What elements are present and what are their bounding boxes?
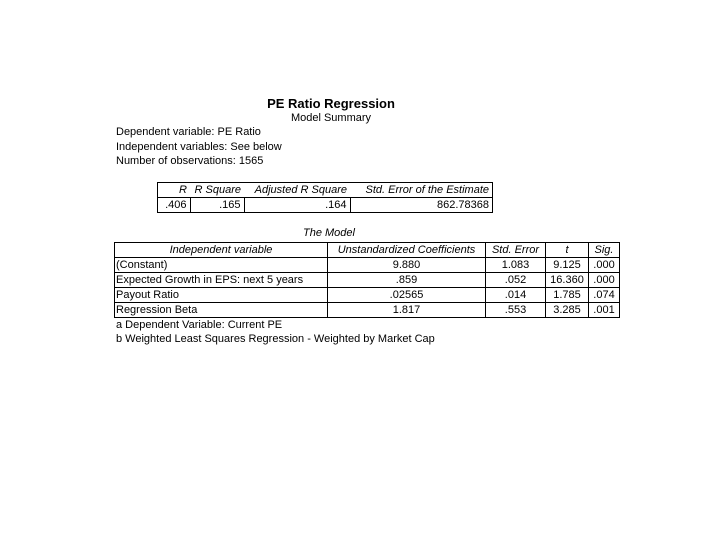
- page-title: PE Ratio Regression: [267, 96, 395, 111]
- table-row: [115, 258, 620, 273]
- page-subtitle: Model Summary: [290, 112, 372, 124]
- model-header-row: [115, 243, 620, 258]
- sig-value: .000: [589, 258, 620, 273]
- model-header-t: t: [546, 243, 589, 258]
- observations-text: Number of observations: 1565: [116, 155, 264, 167]
- summary-value-adj-r-square: .164: [244, 198, 350, 213]
- summary-header-r: R: [158, 183, 191, 198]
- summary-header-std-error: Std. Error of the Estimate: [350, 183, 493, 198]
- table-row: [115, 303, 620, 318]
- variable-name: Regression Beta: [115, 303, 328, 318]
- variable-name: (Constant): [115, 258, 328, 273]
- std-error-value: 1.083: [486, 258, 546, 273]
- t-value: 16.360: [546, 273, 589, 288]
- coefficient-value: 1.817: [328, 303, 486, 318]
- summary-value-row: [158, 198, 493, 213]
- std-error-value: .553: [486, 303, 546, 318]
- sig-value: .000: [589, 273, 620, 288]
- summary-value-r-square: .165: [190, 198, 244, 213]
- model-header-coefficients: Unstandardized Coefficients: [328, 243, 486, 258]
- coefficient-value: .02565: [328, 288, 486, 303]
- sig-value: .001: [589, 303, 620, 318]
- model-caption: The Model: [303, 227, 355, 239]
- model-coefficients-table: [114, 242, 620, 318]
- model-header-sig: Sig.: [589, 243, 620, 258]
- dependent-variable-text: Dependent variable: PE Ratio: [116, 126, 261, 138]
- t-value: 3.285: [546, 303, 589, 318]
- summary-header-row: [158, 183, 493, 198]
- sig-value: .074: [589, 288, 620, 303]
- model-header-variable: Independent variable: [115, 243, 328, 258]
- summary-header-r-square: R Square: [190, 183, 244, 198]
- variable-name: Expected Growth in EPS: next 5 years: [115, 273, 328, 288]
- std-error-value: .052: [486, 273, 546, 288]
- footnote-a: a Dependent Variable: Current PE: [116, 319, 283, 331]
- std-error-value: .014: [486, 288, 546, 303]
- t-value: 9.125: [546, 258, 589, 273]
- table-row: [115, 273, 620, 288]
- summary-value-std-error: 862.78368: [350, 198, 493, 213]
- footnote-b: b Weighted Least Squares Regression - Weighted by Market Cap: [116, 333, 435, 345]
- coefficient-value: 9.880: [328, 258, 486, 273]
- table-row: [115, 288, 620, 303]
- model-summary-table: [157, 182, 493, 213]
- summary-header-adj-r-square: Adjusted R Square: [244, 183, 350, 198]
- coefficient-value: .859: [328, 273, 486, 288]
- t-value: 1.785: [546, 288, 589, 303]
- summary-value-r: .406: [158, 198, 191, 213]
- independent-variables-text: Independent variables: See below: [116, 141, 282, 153]
- model-header-std-error: Std. Error: [486, 243, 546, 258]
- variable-name: Payout Ratio: [115, 288, 328, 303]
